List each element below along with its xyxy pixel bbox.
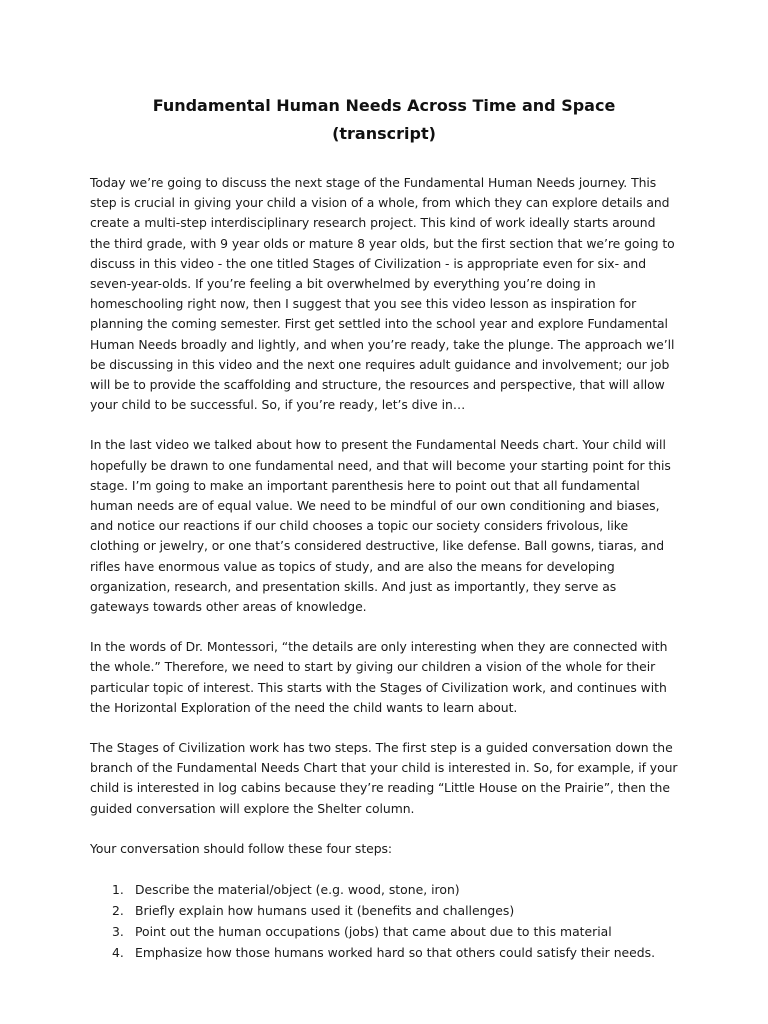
list-item-text: Describe the material/object (e.g. wood, stone, iron) (135, 882, 460, 898)
list-item (90, 879, 678, 900)
list-item (90, 900, 678, 921)
title-line-1: Fundamental Human Needs Across Time and Space (152, 96, 616, 115)
list-item-number: 4. (112, 945, 124, 961)
list-item-text: Emphasize how those humans worked hard so that others could satisfy their needs. (135, 945, 656, 961)
paragraph-montessori-quote: In the words of Dr. Montessori, “the details are only interesting when they are connected with the whole.” Therefore, we need to start by giving our children a vision of the whole for their particular topic of interest. This starts with the Stages of Civilization work, and continues with the Horizontal Exploration of the need the child wants to learn about. (90, 639, 668, 715)
list-item-number: 1. (112, 882, 124, 898)
paragraph-needs-chart: In the last video we talked about how to present the Fundamental Needs chart. Your child will hopefully be drawn to one fundamental need, and that will become your starting point for this stage. I’m going to make an important parenthesis here to point out that all fundamental human needs are of equal value. We need to be mindful of our own conditioning and biases, and notice our reactions if our child chooses a topic our society considers frivolous, like clothing or jewelry, or one that’s considered destructive, like defense. Ball gowns, tiaras, and rifles have enormous value as topics of study, and are also the means for developing organization, research, and presentation skills. And just as importantly, they serve as gateways towards other areas of knowledge. (90, 437, 671, 615)
paragraph-stages-of-civilization: The Stages of Civilization work has two steps. The first step is a guided conversation down the branch of the Fundamental Needs Chart that your child is interested in. So, for example, if your child is interested in log cabins because they’re reading “Little House on the Prairie”, then the guided conversation will explore the Shelter column. (90, 740, 678, 816)
list-item-text: Point out the human occupations (jobs) that came about due to this material (135, 924, 612, 940)
paragraph-steps-intro: Your conversation should follow these four steps: (90, 840, 393, 856)
steps-list (90, 879, 678, 963)
paragraph-intro: Today we’re going to discuss the next stage of the Fundamental Human Needs journey. This step is crucial in giving your child a vision of a whole, from which they can explore details and create a multi-step interdisciplinary research project. This kind of work ideally starts around the third grade, with 9 year olds or mature 8 year olds, but the first section that we’re going to discuss in this video - the one titled Stages of Civilization - is appropriate even for six- and seven-year-olds. If you’re feeling a bit overwhelmed by everything you’re doing in homeschooling right now, then I suggest that you see this video lesson as inspiration for planning the coming semester. First get settled into the school year and explore Fundamental Human Needs broadly and lightly, and when you’re ready, take the plunge. The approach we’ll be discussing in this video and the next one requires adult guidance and involvement; our job will be to provide the scaffolding and structure, the resources and perspective, that will allow your child to be successful. So, if you’re ready, let’s dive in… (90, 175, 675, 413)
title-line-2: (transcript) (332, 124, 436, 143)
list-item-number: 3. (112, 924, 124, 940)
list-item (90, 921, 678, 942)
list-item-number: 2. (112, 903, 124, 919)
list-item-text: Briefly explain how humans used it (benefits and challenges) (135, 903, 515, 919)
list-item (90, 942, 678, 963)
page-title (90, 92, 678, 148)
